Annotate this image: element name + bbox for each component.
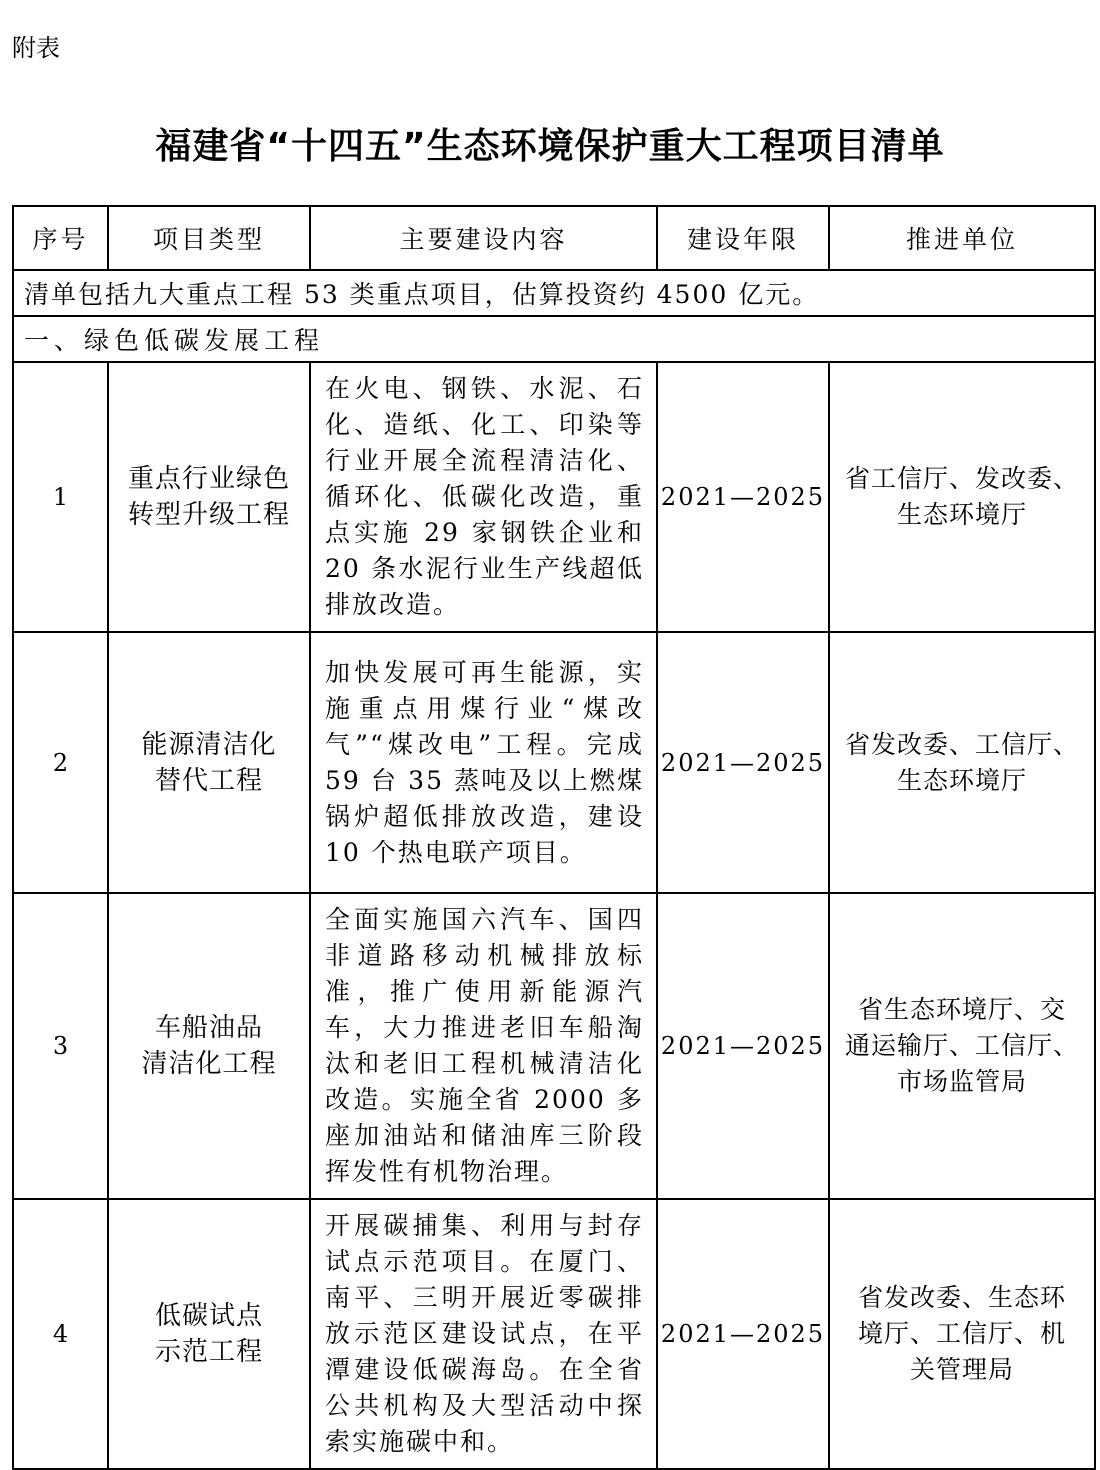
page-title: 福建省“十四五”生态环境保护重大工程项目清单 xyxy=(155,126,945,167)
section-heading: 一、绿色低碳发展工程 xyxy=(13,316,1095,362)
table-row xyxy=(13,1199,1095,1469)
responsible-unit: 省工信厅、发改委、 生态环境厅 xyxy=(829,362,1095,632)
section-row xyxy=(13,316,1095,362)
appendix-label: 附表 xyxy=(12,34,60,62)
header-no: 序号 xyxy=(13,206,108,270)
construction-content: 加快发展可再生能源，实施重点用煤行业“煤改气”“煤改电”工程。完成 59 台 35 蒸吨及以上燃煤锅炉超低排放改造，建设 10 个热电联产项目。 xyxy=(310,632,657,893)
table-header-row xyxy=(13,206,1095,270)
project-type: 车船油品 清洁化工程 xyxy=(108,893,310,1199)
responsible-unit: 省发改委、工信厅、 生态环境厅 xyxy=(829,632,1095,893)
table-row xyxy=(13,362,1095,632)
project-type: 低碳试点 示范工程 xyxy=(108,1199,310,1469)
table-row xyxy=(13,632,1095,893)
header-unit: 推进单位 xyxy=(829,206,1095,270)
project-type: 能源清洁化 替代工程 xyxy=(108,632,310,893)
summary-note: 清单包括九大重点工程 53 类重点项目，估算投资约 4500 亿元。 xyxy=(13,270,1095,316)
table-row xyxy=(13,893,1095,1199)
construction-content: 全面实施国六汽车、国四非道路移动机械排放标准，推广使用新能源汽车，大力推进老旧车船淘汰和老旧工程机械清洁化改造。实施全省 2000 多座加油站和储油库三阶段挥发性有机物治理。 xyxy=(310,893,657,1199)
summary-note-row xyxy=(13,270,1095,316)
responsible-unit: 省发改委、生态环 境厅、工信厅、机 关管理局 xyxy=(829,1199,1095,1469)
construction-period: 2021—2025 xyxy=(657,362,829,632)
header-type: 项目类型 xyxy=(108,206,310,270)
header-period: 建设年限 xyxy=(657,206,829,270)
project-type: 重点行业绿色 转型升级工程 xyxy=(108,362,310,632)
construction-period: 2021—2025 xyxy=(657,893,829,1199)
row-number: 4 xyxy=(13,1199,108,1469)
construction-period: 2021—2025 xyxy=(657,1199,829,1469)
row-number: 3 xyxy=(13,893,108,1199)
responsible-unit: 省生态环境厅、交 通运输厅、工信厅、 市场监管局 xyxy=(829,893,1095,1199)
row-number: 2 xyxy=(13,632,108,893)
project-table xyxy=(12,205,1096,1470)
construction-period: 2021—2025 xyxy=(657,632,829,893)
construction-content: 开展碳捕集、利用与封存试点示范项目。在厦门、南平、三明开展近零碳排放示范区建设试点，在平潭建设低碳海岛。在全省公共机构及大型活动中探索实施碳中和。 xyxy=(310,1199,657,1469)
construction-content: 在火电、钢铁、水泥、石化、造纸、化工、印染等行业开展全流程清洁化、循环化、低碳化改造，重点实施 29 家钢铁企业和 20 条水泥行业生产线超低排放改造。 xyxy=(310,362,657,632)
row-number: 1 xyxy=(13,362,108,632)
header-content: 主要建设内容 xyxy=(310,206,657,270)
